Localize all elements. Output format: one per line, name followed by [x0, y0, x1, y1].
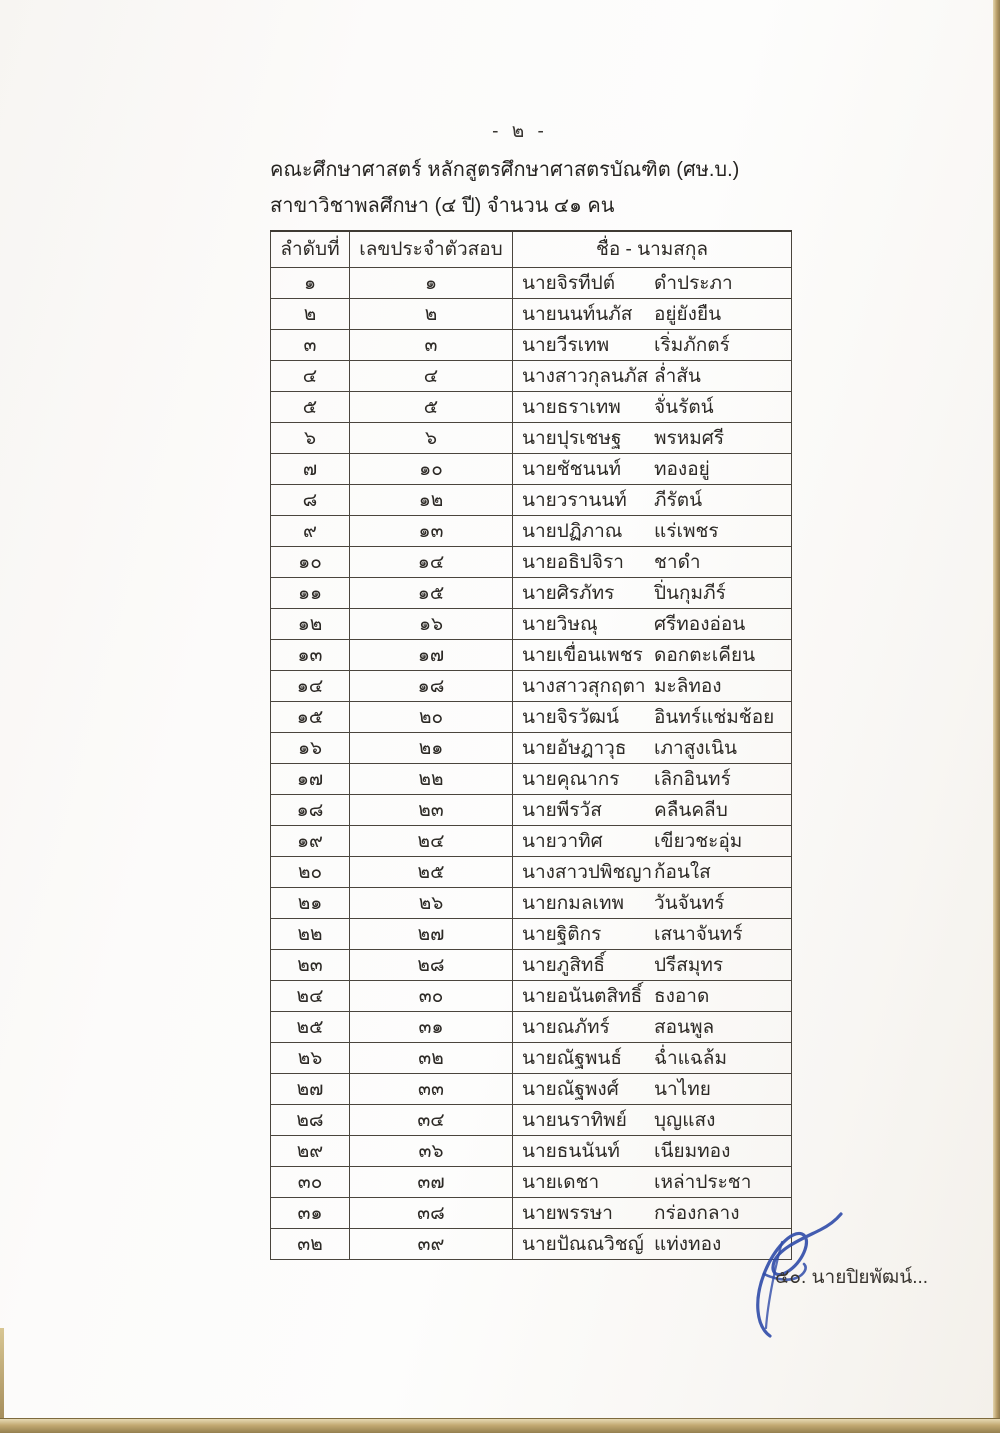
desk-edge-left	[0, 1328, 4, 1418]
full-name-cell	[513, 484, 792, 515]
first-name: นายปัณณวิชญ์	[522, 1233, 644, 1255]
exam-id-cell: ๓	[350, 329, 513, 360]
table-row	[271, 856, 792, 887]
order-number-cell: ๑๕	[271, 701, 350, 732]
table-row	[271, 949, 792, 980]
table-row	[271, 639, 792, 670]
order-number-cell: ๒๖	[271, 1042, 350, 1073]
last-name: เหล่าประชา	[654, 1171, 752, 1193]
last-name: ปรีสมุทร	[654, 954, 724, 976]
order-number-cell: ๑๐	[271, 546, 350, 577]
exam-id-cell: ๒๓	[350, 794, 513, 825]
table-row	[271, 1197, 792, 1228]
table-row	[271, 825, 792, 856]
exam-id-cell: ๑๓	[350, 515, 513, 546]
last-name: บุญแสง	[654, 1109, 716, 1131]
full-name-cell	[513, 856, 792, 887]
full-name-cell	[513, 1197, 792, 1228]
full-name-cell	[513, 1228, 792, 1259]
full-name-cell	[513, 732, 792, 763]
full-name-cell	[513, 918, 792, 949]
first-name: นายณัฐพงศ์	[522, 1078, 619, 1100]
full-name-cell	[513, 949, 792, 980]
first-name: นายกมลเทพ	[522, 892, 625, 914]
table-row	[271, 298, 792, 329]
order-number-cell: ๒๐	[271, 856, 350, 887]
full-name-cell	[513, 763, 792, 794]
last-name: เนียมทอง	[654, 1140, 731, 1162]
last-name: ก้อนใส	[654, 861, 711, 883]
order-number-cell: ๔	[271, 360, 350, 391]
order-number-cell: ๓๑	[271, 1197, 350, 1228]
table-body	[271, 267, 792, 1259]
exam-id-cell: ๓๒	[350, 1042, 513, 1073]
order-number-cell: ๑	[271, 267, 350, 298]
full-name-cell	[513, 298, 792, 329]
order-number-cell: ๒	[271, 298, 350, 329]
exam-id-cell: ๑๐	[350, 453, 513, 484]
last-name: ภีรัตน์	[654, 489, 703, 511]
order-number-cell: ๓	[271, 329, 350, 360]
first-name: นายจิรทีปต์	[522, 272, 616, 294]
table-row	[271, 1135, 792, 1166]
order-number-cell: ๓๒	[271, 1228, 350, 1259]
table-row	[271, 391, 792, 422]
order-number-cell: ๖	[271, 422, 350, 453]
exam-id-cell: ๓๐	[350, 980, 513, 1011]
order-number-cell: ๑๓	[271, 639, 350, 670]
last-name: กร่องกลาง	[654, 1202, 740, 1224]
last-name: คลืนคลีบ	[654, 799, 728, 821]
last-name: พรหมศรี	[654, 427, 725, 449]
full-name-cell	[513, 391, 792, 422]
full-name-cell	[513, 360, 792, 391]
program-subtitle-line: สาขาวิชาพลศึกษา (๔ ปี) จำนวน ๔๑ คน	[270, 195, 615, 217]
last-name: เขียวชะอุ่ม	[654, 830, 743, 852]
exam-id-cell: ๔	[350, 360, 513, 391]
exam-id-cell: ๓๘	[350, 1197, 513, 1228]
last-name: วันจันทร์	[654, 892, 725, 914]
table-row	[271, 484, 792, 515]
order-number-cell: ๒๒	[271, 918, 350, 949]
first-name: นายพรรษา	[522, 1202, 613, 1224]
order-number-cell: ๒๕	[271, 1011, 350, 1042]
exam-id-cell: ๒๗	[350, 918, 513, 949]
table-header-row	[271, 231, 792, 267]
first-name: นายณภัทร์	[522, 1016, 610, 1038]
last-name: แร่เพชร	[654, 520, 719, 542]
first-name: นายคุณากร	[522, 768, 620, 790]
table-row	[271, 577, 792, 608]
first-name: นายณัฐพนธ์	[522, 1047, 623, 1069]
first-name: นายพีรวัส	[522, 799, 602, 821]
full-name-cell	[513, 825, 792, 856]
faculty-title-line: คณะศึกษาศาสตร์ หลักสูตรศึกษาศาสตรบัณฑิต (ศษ.บ.)	[270, 159, 740, 181]
first-name: นายวีรเทพ	[522, 334, 610, 356]
order-number-cell: ๒๗	[271, 1073, 350, 1104]
order-number-cell: ๒๓	[271, 949, 350, 980]
first-name: นายวิษณุ	[522, 613, 598, 635]
order-number-cell: ๒๑	[271, 887, 350, 918]
candidate-table	[270, 230, 792, 1260]
document-header	[270, 152, 890, 224]
last-name: ดำประภา	[654, 272, 733, 294]
first-name: นายเขื่อนเพชร	[522, 644, 643, 666]
desk-edge-bottom	[0, 1418, 1000, 1433]
last-name: จั่นรัตน์	[654, 396, 714, 418]
last-name: ดอกตะเคียน	[654, 644, 756, 666]
table-row	[271, 360, 792, 391]
exam-id-cell: ๒๖	[350, 887, 513, 918]
first-name: นางสาวสุกฤตา	[522, 675, 646, 697]
full-name-cell	[513, 670, 792, 701]
exam-id-cell: ๒๔	[350, 825, 513, 856]
first-name: นายธราเทพ	[522, 396, 621, 418]
full-name-cell	[513, 1104, 792, 1135]
full-name-cell	[513, 515, 792, 546]
first-name: นายธนนันท์	[522, 1140, 620, 1162]
table-row	[271, 1073, 792, 1104]
first-name: นายวาทิศ	[522, 830, 603, 852]
first-name: นายเดชา	[522, 1171, 600, 1193]
last-name: แท่งทอง	[654, 1233, 722, 1255]
first-name: นายชัชนนท์	[522, 458, 622, 480]
exam-id-cell: ๓๔	[350, 1104, 513, 1135]
last-name: ทองอยู่	[654, 458, 710, 480]
table-row	[271, 267, 792, 298]
last-name: ล่ำสัน	[654, 365, 701, 387]
table-row	[271, 453, 792, 484]
first-name: นายวรานนท์	[522, 489, 627, 511]
first-name: นายอธิปจิรา	[522, 551, 624, 573]
full-name-cell	[513, 453, 792, 484]
first-name: นายปฏิภาณ	[522, 520, 623, 542]
table-row	[271, 670, 792, 701]
table-row	[271, 329, 792, 360]
header-full-name: ชื่อ - นามสกุล	[513, 231, 792, 267]
exam-id-cell: ๑๒	[350, 484, 513, 515]
table-row	[271, 1104, 792, 1135]
last-name: เลิกอินทร์	[654, 768, 731, 790]
last-name: สอนพูล	[654, 1016, 715, 1038]
first-name: นางสาวปพิชญา	[522, 861, 653, 883]
exam-id-cell: ๖	[350, 422, 513, 453]
exam-id-cell: ๒	[350, 298, 513, 329]
exam-id-cell: ๑๖	[350, 608, 513, 639]
exam-id-cell: ๓๓	[350, 1073, 513, 1104]
first-name: นายอัษฎาวุธ	[522, 737, 627, 759]
order-number-cell: ๙	[271, 515, 350, 546]
order-number-cell: ๑๘	[271, 794, 350, 825]
exam-id-cell: ๓๖	[350, 1135, 513, 1166]
order-number-cell: ๘	[271, 484, 350, 515]
exam-id-cell: ๑๘	[350, 670, 513, 701]
last-name: ศรีทองอ่อน	[654, 613, 746, 635]
exam-id-cell: ๑๗	[350, 639, 513, 670]
exam-id-cell: ๑	[350, 267, 513, 298]
full-name-cell	[513, 1011, 792, 1042]
exam-id-cell: ๒๒	[350, 763, 513, 794]
table-row	[271, 701, 792, 732]
footer-next-entry-note: ๕๐. นายปิยพัฒน์...	[775, 1267, 929, 1288]
order-number-cell: ๗	[271, 453, 350, 484]
table-row	[271, 794, 792, 825]
desk-edge-right	[993, 0, 1000, 1433]
last-name: เสนาจันทร์	[654, 923, 743, 945]
table-row	[271, 732, 792, 763]
first-name: นางสาวกุลนภัส	[522, 365, 649, 387]
exam-id-cell: ๒๘	[350, 949, 513, 980]
order-number-cell: ๑๙	[271, 825, 350, 856]
exam-id-cell: ๒๐	[350, 701, 513, 732]
full-name-cell	[513, 1073, 792, 1104]
table-row	[271, 546, 792, 577]
last-name: เริ่มภักตร์	[654, 334, 730, 356]
last-name: ปิ่นกุมภีร์	[654, 582, 726, 604]
first-name: นายศิรภัทร	[522, 582, 615, 604]
table-row	[271, 918, 792, 949]
full-name-cell	[513, 701, 792, 732]
table-row	[271, 763, 792, 794]
order-number-cell: ๑๑	[271, 577, 350, 608]
first-name: นายนราทิพย์	[522, 1109, 627, 1131]
table-row	[271, 1042, 792, 1073]
full-name-cell	[513, 1135, 792, 1166]
exam-id-cell: ๒๕	[350, 856, 513, 887]
first-name: นายจิรวัฒน์	[522, 706, 619, 728]
full-name-cell	[513, 1042, 792, 1073]
order-number-cell: ๑๔	[271, 670, 350, 701]
exam-id-cell: ๓๗	[350, 1166, 513, 1197]
table-row	[271, 515, 792, 546]
table-row	[271, 980, 792, 1011]
header-order-number: ลำดับที่	[271, 231, 350, 267]
last-name: ธงอาด	[654, 985, 710, 1007]
exam-id-cell: ๑๕	[350, 577, 513, 608]
exam-id-cell: ๑๔	[350, 546, 513, 577]
full-name-cell	[513, 546, 792, 577]
page-number: - ๒ -	[492, 121, 548, 142]
last-name: มะลิทอง	[654, 675, 722, 697]
exam-id-cell: ๓๙	[350, 1228, 513, 1259]
table-row	[271, 1166, 792, 1197]
order-number-cell: ๑๖	[271, 732, 350, 763]
full-name-cell	[513, 1166, 792, 1197]
full-name-cell	[513, 329, 792, 360]
exam-id-cell: ๓๑	[350, 1011, 513, 1042]
first-name: นายภูสิทธิ์	[522, 954, 606, 976]
order-number-cell: ๓๐	[271, 1166, 350, 1197]
table-row	[271, 887, 792, 918]
full-name-cell	[513, 887, 792, 918]
full-name-cell	[513, 577, 792, 608]
full-name-cell	[513, 608, 792, 639]
exam-id-cell: ๕	[350, 391, 513, 422]
full-name-cell	[513, 422, 792, 453]
last-name: เภาสูงเนิน	[654, 737, 738, 759]
last-name: นาไทย	[654, 1078, 711, 1100]
first-name: นายนนท์นภัส	[522, 303, 633, 325]
last-name: ชาดำ	[654, 551, 701, 573]
order-number-cell: ๑๒	[271, 608, 350, 639]
first-name: นายฐิติกร	[522, 923, 602, 945]
last-name: อินทร์แช่มช้อย	[654, 706, 775, 728]
order-number-cell: ๕	[271, 391, 350, 422]
order-number-cell: ๒๘	[271, 1104, 350, 1135]
order-number-cell: ๑๗	[271, 763, 350, 794]
last-name: ฉ่ำแฉล้ม	[654, 1047, 727, 1069]
table-row	[271, 1011, 792, 1042]
table-row	[271, 608, 792, 639]
exam-id-cell: ๒๑	[350, 732, 513, 763]
full-name-cell	[513, 980, 792, 1011]
header-exam-id: เลขประจำตัวสอบ	[350, 231, 513, 267]
order-number-cell: ๒๔	[271, 980, 350, 1011]
full-name-cell	[513, 794, 792, 825]
first-name: นายปุรเชษฐ	[522, 427, 622, 449]
order-number-cell: ๒๙	[271, 1135, 350, 1166]
full-name-cell	[513, 639, 792, 670]
last-name: อยู่ยังยืน	[654, 303, 722, 325]
table-row	[271, 422, 792, 453]
full-name-cell	[513, 267, 792, 298]
first-name: นายอนันตสิทธิ์	[522, 985, 643, 1007]
table-row	[271, 1228, 792, 1259]
